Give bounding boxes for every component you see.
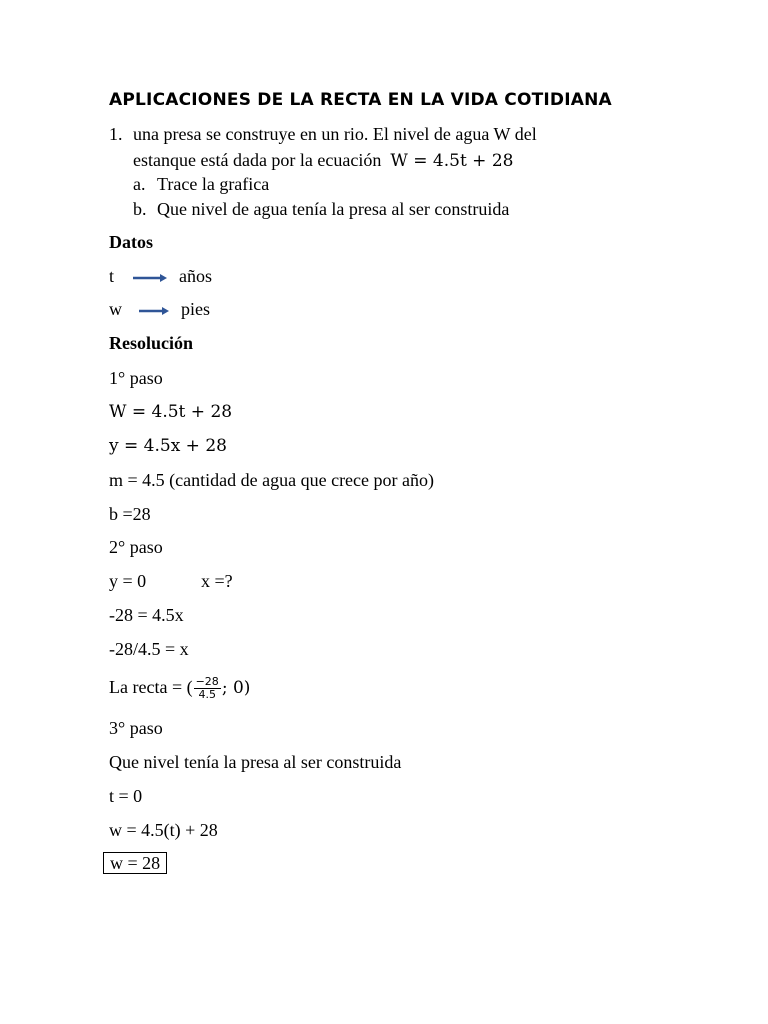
item-b-label: b. [133, 199, 147, 219]
intercept-line: b =28 [109, 504, 151, 524]
item-a-text: Trace la grafica [157, 174, 270, 194]
problem-item-a [133, 173, 269, 195]
recta-tail: ; 0) [221, 678, 251, 698]
right-arrow-icon [139, 306, 169, 316]
item-b-text: Que nivel de agua tenía la presa al ser construida [157, 199, 510, 219]
substitution-line: w = 4.5(t) + 28 [109, 820, 218, 840]
datos-var-t: t [109, 266, 115, 286]
datos-heading: Datos [109, 232, 153, 252]
x-unknown: x =? [201, 571, 233, 591]
equation-w: W = 4.5t + 28 [109, 402, 233, 422]
resolucion-heading: Resolución [109, 333, 194, 353]
problem-line-2-text: estanque está dada por la ecuación [133, 150, 382, 170]
equation-b: -28/4.5 = x [109, 639, 189, 659]
step-1-label: 1° paso [109, 368, 163, 388]
problem-line-1: una presa se construye en un rio. El nivel de agua W del [133, 124, 537, 144]
step-2-label: 2° paso [109, 537, 163, 557]
problem-item-b [133, 198, 509, 220]
problem-line-2 [133, 149, 513, 172]
document-title: APLICACIONES DE LA RECTA EN LA VIDA COTIDIANA [109, 90, 612, 110]
datos-var-w: w [109, 299, 122, 319]
question-line: Que nivel tenía la presa al ser construida [109, 752, 402, 772]
recta-fraction [194, 676, 221, 701]
right-arrow-icon [133, 273, 167, 283]
equation-a: -28 = 4.5x [109, 605, 184, 625]
slope-line: m = 4.5 (cantidad de agua que crece por año) [109, 470, 435, 490]
item-a-label: a. [133, 174, 146, 194]
datos-row-w [109, 298, 210, 320]
fraction-numerator: −28 [195, 675, 219, 689]
t-zero: t = 0 [109, 786, 143, 806]
equation-y: y = 4.5x + 28 [109, 436, 227, 456]
step-3-label: 3° paso [109, 718, 163, 738]
result-box [109, 852, 167, 874]
problem-number: 1. [109, 124, 123, 144]
recta-label: La recta = ( [109, 677, 193, 697]
fraction-denominator: 4.5 [198, 688, 216, 702]
problem-equation: W = 4.5t + 28 [390, 151, 514, 171]
result-value: w = 28 [103, 852, 167, 874]
recta-line [109, 676, 250, 701]
datos-meaning-w: pies [181, 299, 210, 319]
datos-meaning-t: años [179, 266, 213, 286]
datos-row-t [109, 265, 212, 287]
y-zero: y = 0 [109, 571, 147, 591]
